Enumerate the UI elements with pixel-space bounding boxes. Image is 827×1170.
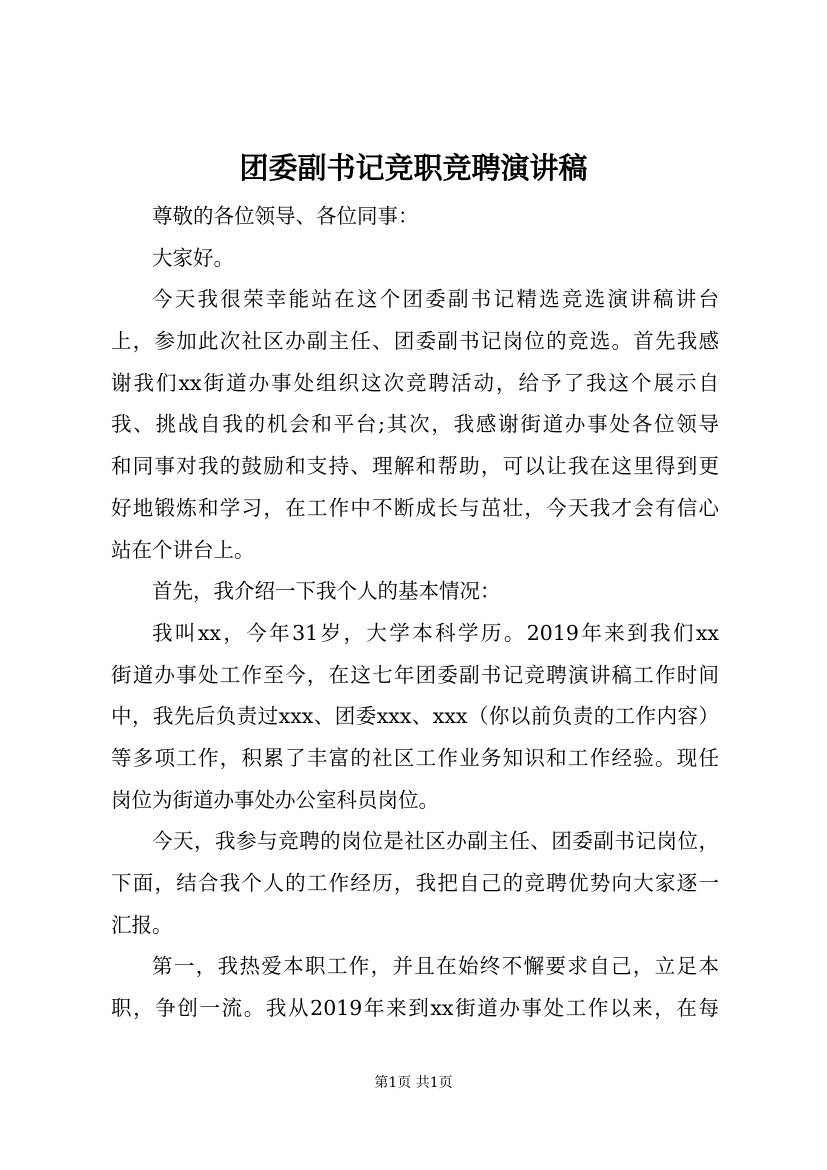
body-line: 上，参加此次社区办副主任、团委副书记岗位的竞选。首先我感 (111, 329, 719, 354)
page-footer: 第1页 共1页 (374, 1075, 453, 1091)
body-line: 今天我很荣幸能站在这个团委副书记精选竞选演讲稿讲台 (152, 287, 719, 312)
body-line: 我叫xx，今年31岁，大学本科学历。2019年来到我们xx (152, 620, 719, 645)
body-line: 中，我先后负责过xxx、团委xxx、xxx（你以前负责的工作内容） (111, 704, 719, 729)
body-line: 今天，我参与竞聘的岗位是社区办副主任、团委副书记岗位， (152, 829, 719, 854)
body-line: 好地锻炼和学习，在工作中不断成长与茁壮，今天我才会有信心 (111, 495, 719, 520)
body-line: 我、挑战自我的机会和平台;其次，我感谢街道办事处各位领导 (111, 412, 719, 437)
body-line: 尊敬的各位领导、各位同事： (152, 204, 419, 228)
body-line: 汇报。 (111, 912, 173, 937)
body-line: 大家好。 (152, 245, 234, 270)
body-line: 街道办事处工作至今，在这七年团委副书记竞聘演讲稿工作时间 (111, 662, 719, 687)
body-line: 等多项工作，积累了丰富的社区工作业务知识和工作经验。现任 (111, 745, 719, 770)
body-line: 下面，结合我个人的工作经历，我把自己的竞聘优势向大家逐一 (111, 871, 719, 895)
document-body (111, 196, 719, 1030)
body-line: 第一，我热爱本职工作，并且在始终不懈要求自己，立足本 (152, 954, 719, 979)
body-line: 站在个讲台上。 (111, 537, 255, 562)
body-line: 和同事对我的鼓励和支持、理解和帮助，可以让我在这里得到更 (111, 454, 719, 479)
body-line: 岗位为街道办事处办公室科员岗位。 (111, 787, 439, 812)
body-line: 职，争创一流。我从2019年来到xx街道办事处工作以来，在每 (111, 996, 719, 1021)
body-line: 谢我们xx街道办事处组织这次竞聘活动，给予了我这个展示自 (111, 370, 719, 395)
document-title: 团委副书记竞职竞聘演讲稿 (239, 151, 588, 185)
body-line: 首先，我介绍一下我个人的基本情况： (152, 579, 501, 604)
